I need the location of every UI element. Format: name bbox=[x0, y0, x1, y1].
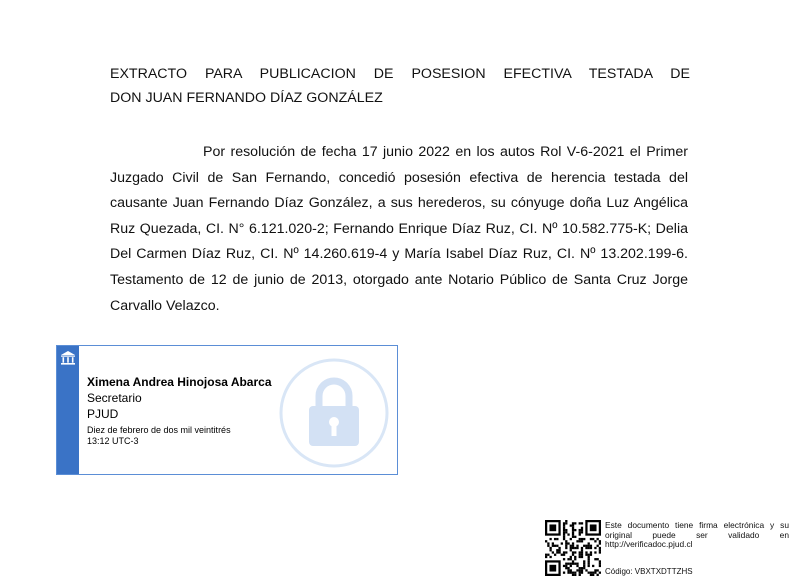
signature-side-bar bbox=[57, 346, 79, 474]
verification-text: Este documento tiene firma electrónica y su original puede ser validado en http://verificadoc.pjud.cl bbox=[605, 520, 789, 550]
title-line-2: DON JUAN FERNANDO DÍAZ GONZÁLEZ bbox=[110, 90, 383, 106]
lock-icon bbox=[279, 358, 389, 468]
verification-block bbox=[545, 520, 790, 580]
document-title bbox=[110, 62, 690, 110]
signer-role: Secretario bbox=[87, 391, 142, 405]
signer-organization: PJUD bbox=[87, 407, 119, 421]
electronic-signature-box bbox=[56, 345, 398, 475]
document-body: Por resolución de fecha 17 junio 2022 en los autos Rol V-6-2021 el Primer Juzgado Civil de San Fernando, concedió posesión efectiva de herencia testada del causante Juan Fernando Díaz González, a sus herederos, su cónyuge doña Luz Angélica Ruz Quezada, CI. N° 6.121.020-2; Fernando Enrique Díaz Ruz, CI. Nº 10.582.775-K; Delia Del Carmen Díaz Ruz, CI. Nº 14.260.619-4 y María Isabel Díaz Ruz, CI. Nº 13.202.199-6. Testamento de 12 de junio de 2013, otorgado ante Notario Público de Santa Cruz Jorge Carvallo Velazco. bbox=[110, 144, 688, 314]
title-line-1: EXTRACTO PARA PUBLICACION DE POSESION EFECTIVA TESTADA DE bbox=[110, 66, 690, 82]
signature-date: Diez de febrero de dos mil veintitrés bbox=[87, 425, 231, 435]
signature-timestamp bbox=[87, 425, 231, 447]
courthouse-icon bbox=[60, 350, 76, 366]
qr-code-icon[interactable] bbox=[545, 520, 601, 576]
verification-code: Código: VBXTXDTTZHS bbox=[605, 567, 693, 576]
signature-time: 13:12 UTC-3 bbox=[87, 436, 139, 446]
signer-name: Ximena Andrea Hinojosa Abarca bbox=[87, 375, 272, 389]
